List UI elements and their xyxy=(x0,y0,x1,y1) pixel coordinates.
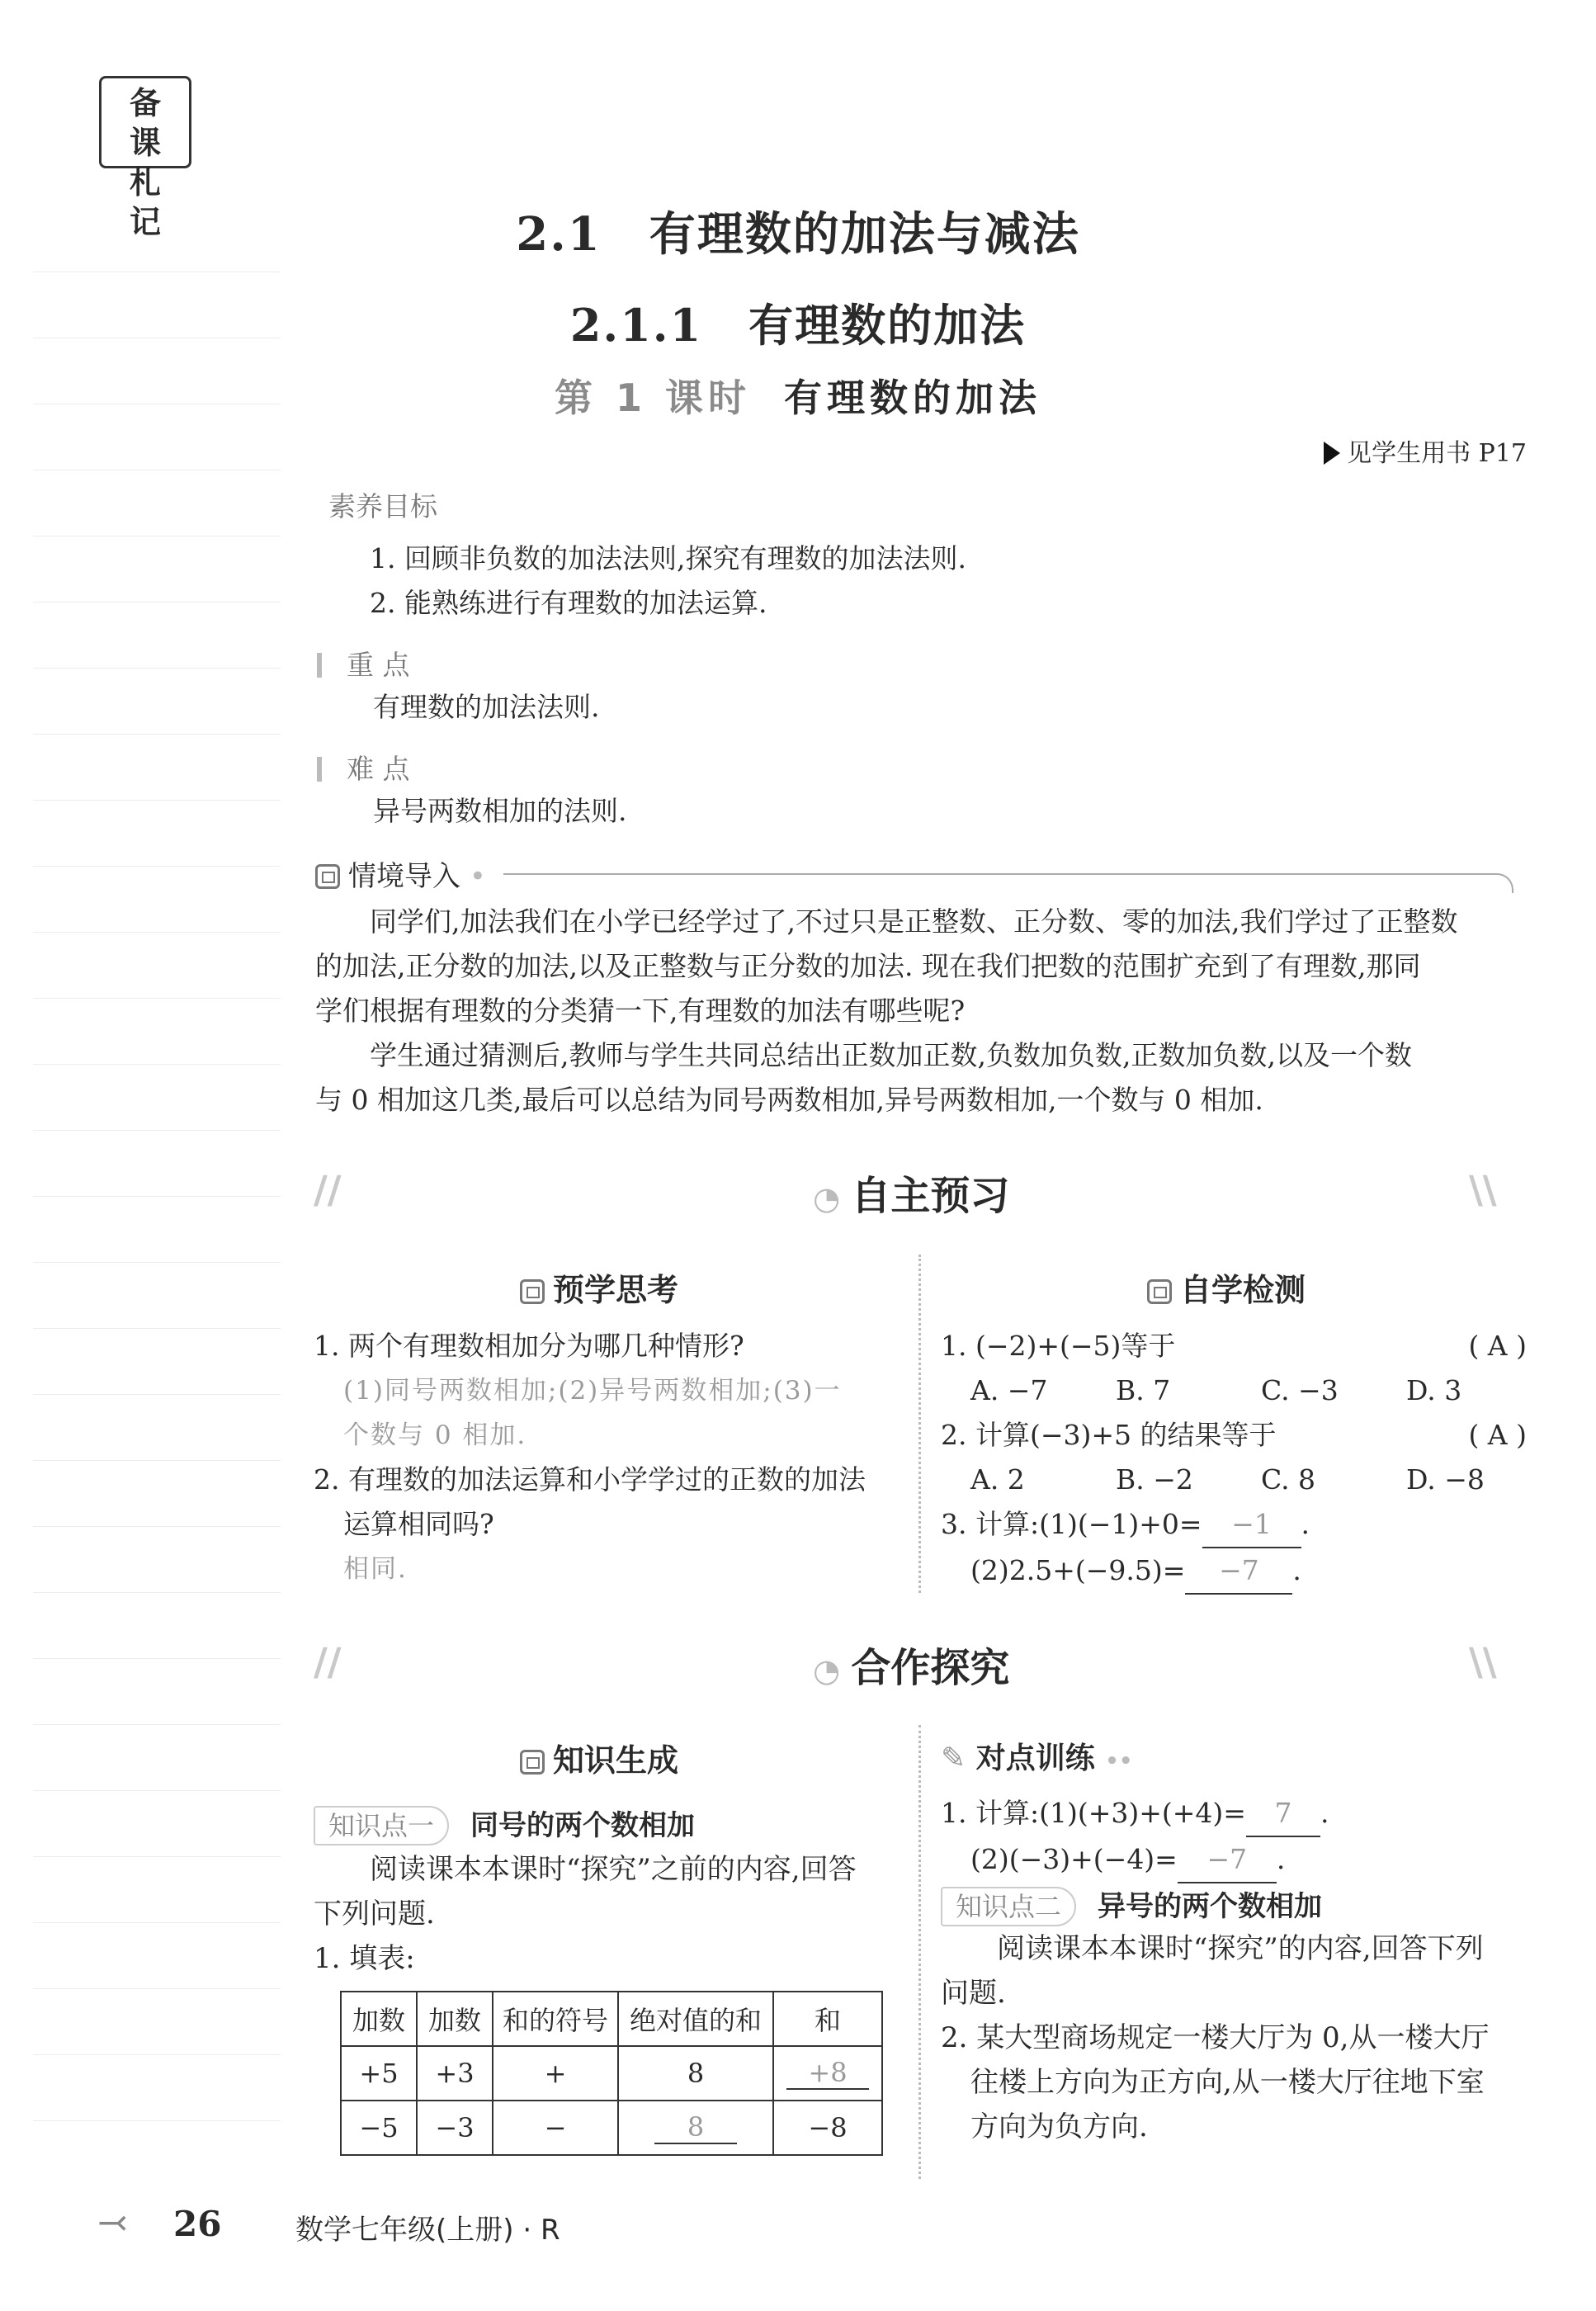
self-study-heading xyxy=(813,1164,1009,1221)
lesson-title xyxy=(0,368,1596,423)
answer-blank: +8 xyxy=(786,2057,869,2090)
notes-badge xyxy=(99,76,191,240)
column-divider xyxy=(918,1725,921,2179)
badge-char: 备 xyxy=(129,84,161,121)
knowledge-point-title: 同号的两个数相加 xyxy=(470,1809,696,1842)
intro-line: 的加法,正分数的加法,以及正整数与正分数的加法. 现在我们把数的范围扩充到了有理数,那同 xyxy=(315,950,1421,982)
table-cell: − xyxy=(493,2101,618,2155)
table-cell xyxy=(773,2046,882,2101)
page-number: 26 xyxy=(173,2204,222,2244)
answer-blank: 7 xyxy=(1246,1791,1320,1837)
table-cell: + xyxy=(493,2046,618,2101)
cooperate-heading xyxy=(813,1636,1009,1693)
difficulty-text: 异号两数相加的法则. xyxy=(373,795,627,827)
answer-blank: −7 xyxy=(1178,1837,1277,1883)
difficulty-label: 难 点 xyxy=(347,753,410,785)
practice-title: 对点训练 xyxy=(975,1742,1095,1775)
check-question: (2)2.5+(−9.5)= xyxy=(970,1554,1186,1586)
swirl-icon: ◔ xyxy=(813,1180,852,1217)
badge-char: 札 xyxy=(129,163,161,201)
footer-decor-icon: ⤙ xyxy=(97,2202,128,2244)
key-point-heading xyxy=(317,644,410,683)
bar-icon xyxy=(317,757,322,782)
self-study-title: 自主预习 xyxy=(851,1173,1010,1219)
instruction-line: 阅读课本本课时“探究”之前的内容,回答 xyxy=(314,1853,857,1886)
table-cell: −5 xyxy=(341,2101,417,2155)
intro-heading-text: 情境导入 xyxy=(348,860,460,893)
practice-question: (2)(−3)+(−4)= xyxy=(970,1843,1178,1875)
reference-text: 见学生用书 P17 xyxy=(1347,439,1527,468)
practice-questions: 1. 计算:(1)(+3)+(+4)= 7 . (2)(−3)+(−4)= −7 . xyxy=(941,1791,1527,1883)
option: A. 2 xyxy=(970,1463,1025,1496)
reading-instruction xyxy=(941,1926,1527,2149)
knowledge-point-title: 异号的两个数相加 xyxy=(1098,1890,1323,1923)
check-answer: ( A ) xyxy=(1468,1419,1527,1451)
instruction-line: 1. 填表: xyxy=(314,1942,415,1975)
book-title: 数学七年级(上册) · R xyxy=(295,2214,560,2247)
practice-question: 方向为负方向. xyxy=(970,2110,1148,2143)
lesson-name: 有理数的加法 xyxy=(784,376,1042,420)
badge-char: 记 xyxy=(129,203,161,240)
key-point-text: 有理数的加法法则. xyxy=(373,691,600,723)
table-header: 绝对值的和 xyxy=(618,1992,773,2046)
practice-question: 往楼上方向为正方向,从一楼大厅往地下室 xyxy=(970,2066,1485,2099)
check-question: 3. 计算:(1)(−1)+0= xyxy=(941,1508,1202,1540)
subsection-title: 2.1.1 有理数的加法 xyxy=(569,299,1027,352)
option: B. −2 xyxy=(1116,1463,1193,1496)
table-cell: +3 xyxy=(417,2046,493,2101)
knowledge-point-tag: 知识点二 xyxy=(941,1887,1076,1926)
slash-decor: // xyxy=(314,1167,342,1212)
goal-item: 1. 回顾非负数的加法法则,探究有理数的加法法则. xyxy=(370,542,966,574)
preview-answer: 个数与 0 相加. xyxy=(343,1420,527,1450)
check-heading xyxy=(1147,1264,1306,1310)
lesson-number: 第 1 课时 xyxy=(554,376,752,420)
option: D. −8 xyxy=(1406,1463,1485,1496)
table-cell: 8 xyxy=(618,2046,773,2101)
intro-line: 学生通过猜测后,教师与学生共同总结出正数加正数,负数加负数,正数加负数,以及一个数 xyxy=(315,1039,1412,1071)
cooperate-title: 合作探究 xyxy=(851,1645,1010,1691)
practice-question: 2. 某大型商场规定一楼大厅为 0,从一楼大厅 xyxy=(941,2021,1490,2054)
goal-item: 2. 能熟练进行有理数的加法运算. xyxy=(370,587,767,619)
knowledge-icon xyxy=(520,1750,545,1775)
knowledge-heading xyxy=(520,1735,678,1780)
book-reference xyxy=(1324,432,1527,469)
preview-icon xyxy=(520,1279,545,1304)
knowledge-point-tag: 知识点一 xyxy=(314,1806,449,1845)
option: C. 8 xyxy=(1261,1463,1316,1496)
option: A. −7 xyxy=(970,1374,1048,1406)
check-icon xyxy=(1147,1279,1172,1304)
knowledge-title: 知识生成 xyxy=(553,1742,679,1779)
table-header: 加数 xyxy=(417,1992,493,2046)
preview-questions xyxy=(314,1324,900,1591)
pencil-icon: ✎ xyxy=(941,1742,976,1775)
slash-decor: \\ xyxy=(1469,1167,1497,1212)
check-title: 自学检测 xyxy=(1180,1272,1306,1308)
table-cell xyxy=(618,2101,773,2155)
table-header-row xyxy=(341,1992,882,2046)
preview-question: 1. 两个有理数相加分为哪几种情形? xyxy=(314,1330,744,1362)
instruction-line: 问题. xyxy=(941,1977,1006,2010)
answer-blank: −7 xyxy=(1185,1548,1292,1595)
reading-instruction xyxy=(314,1847,900,1981)
preview-question: 运算相同吗? xyxy=(343,1508,494,1540)
knowledge-point-2 xyxy=(941,1883,1322,1926)
notes-margin xyxy=(33,206,281,2171)
table-header: 和 xyxy=(773,1992,882,2046)
table-cell: −8 xyxy=(773,2101,882,2155)
answer-blank: 8 xyxy=(654,2111,737,2144)
difficulty-heading xyxy=(317,748,410,787)
table-cell: −3 xyxy=(417,2101,493,2155)
column-divider xyxy=(918,1255,921,1593)
slash-decor: \\ xyxy=(1469,1639,1497,1684)
knowledge-point-1 xyxy=(314,1803,695,1845)
answer-blank: −1 xyxy=(1202,1502,1301,1548)
option: D. 3 xyxy=(1406,1374,1462,1406)
option: C. −3 xyxy=(1261,1374,1339,1406)
intro-heading: 情境导入 • xyxy=(315,853,486,894)
instruction-line: 下列问题. xyxy=(314,1897,435,1931)
table-cell: +5 xyxy=(341,2046,417,2101)
preview-question: 2. 有理数的加法运算和小学学过的正数的加法 xyxy=(314,1463,866,1496)
intro-line: 同学们,加法我们在小学已经学过了,不过只是正整数、正分数、零的加法,我们学过了正整数 xyxy=(315,905,1458,938)
intro-icon xyxy=(315,864,340,889)
play-icon xyxy=(1324,442,1340,465)
check-question: 1. (−2)+(−5)等于 xyxy=(941,1330,1176,1362)
key-point-label: 重 点 xyxy=(347,649,410,681)
goals-heading: 素养目标 xyxy=(328,490,437,522)
bar-icon xyxy=(317,653,322,678)
check-questions: 1. (−2)+(−5)等于 ( A ) A. −7 B. 7 C. −3 D. 3 2. 计算(−3)+5 的结果等于 ( A ) A. 2 B. −2 C. 8 D. −8 3. 计算:(1)(−1)+0= −1 . (2)2.5+(−9.5)= −7 . xyxy=(941,1324,1527,1595)
slash-decor: // xyxy=(314,1639,342,1684)
table-row xyxy=(341,2046,882,2101)
intro-line: 与 0 相加这几类,最后可以总结为同号两数相加,异号两数相加,一个数与 0 相加. xyxy=(315,1084,1263,1116)
badge-char: 课 xyxy=(129,124,161,161)
practice-heading: ✎ 对点训练 •• xyxy=(941,1742,1133,1775)
swirl-icon: ◔ xyxy=(813,1652,852,1689)
fill-table xyxy=(340,1991,883,2156)
table-row xyxy=(341,2101,882,2155)
intro-divider xyxy=(503,873,1513,893)
preview-title: 预学思考 xyxy=(553,1272,679,1308)
intro-body xyxy=(315,900,1528,1122)
check-answer: ( A ) xyxy=(1468,1330,1527,1362)
option: B. 7 xyxy=(1116,1374,1171,1406)
preview-answer: 相同. xyxy=(343,1554,408,1584)
check-question: 2. 计算(−3)+5 的结果等于 xyxy=(941,1419,1277,1451)
table-header: 加数 xyxy=(341,1992,417,2046)
section-title: 2.1 有理数的加法与减法 xyxy=(516,207,1080,262)
practice-question: 1. 计算:(1)(+3)+(+4)= xyxy=(941,1797,1246,1829)
instruction-line: 阅读课本本课时“探究”的内容,回答下列 xyxy=(941,1932,1484,1965)
intro-line: 学们根据有理数的分类猜一下,有理数的加法有哪些呢? xyxy=(315,995,966,1027)
preview-answer: (1)同号两数相加;(2)异号两数相加;(3)一 xyxy=(343,1376,842,1406)
preview-heading xyxy=(520,1264,678,1310)
table-header: 和的符号 xyxy=(493,1992,618,2046)
